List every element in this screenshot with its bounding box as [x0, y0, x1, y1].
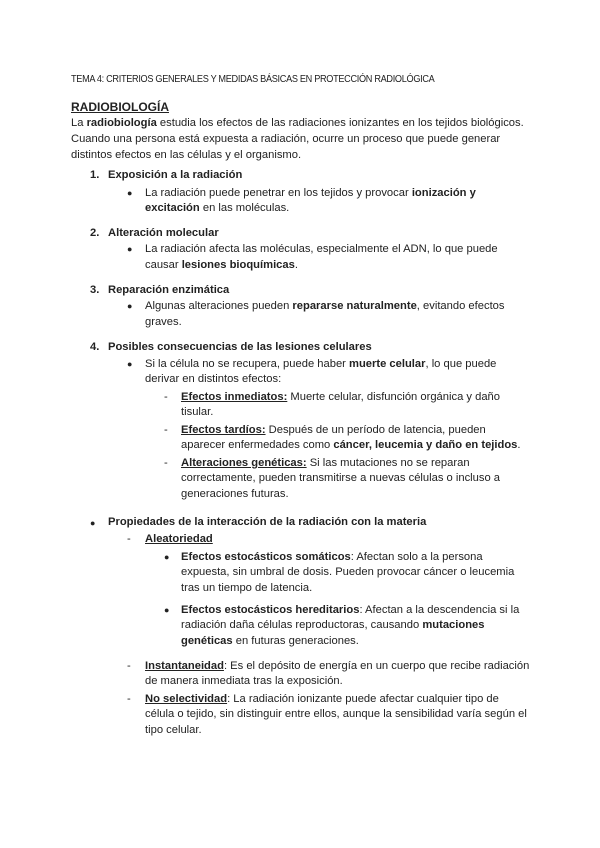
item-1-bullet-line-2: excitación en las moléculas. — [145, 202, 290, 214]
sub-late-line-2: aparecer enfermedades como cáncer, leucemia y daño en tejidos. — [181, 439, 521, 451]
somaticos-line-1: Efectos estocásticos somáticos: Afectan solo a la persona — [181, 551, 483, 563]
dash-marker: - — [127, 660, 131, 672]
sub-late-line-1: Efectos tardíos: Después de un período de latencia, pueden — [181, 424, 486, 436]
item-1-number: 1. — [90, 169, 100, 181]
bullet-dot: ● — [164, 605, 170, 615]
no-selectividad-line-3: tipo celular. — [145, 724, 202, 736]
item-4-bullet-line-2: derivar en distintos efectos: — [145, 373, 282, 385]
item-2-bullet-line-1: La radiación afecta las moléculas, especialmente el ADN, lo que puede — [145, 243, 498, 255]
sub-immediate-line-2: tisular. — [181, 406, 214, 418]
page-title: TEMA 4: CRITERIOS GENERALES Y MEDIDAS BÁSICAS EN PROTECCIÓN RADIOLÓGICA — [71, 74, 435, 85]
sub-genetic-line-3: generaciones futuras. — [181, 488, 289, 500]
sub-genetic-line-2: correctamente, pueden transmitirse a nuevas células o incluso a — [181, 472, 501, 484]
somaticos-line-2: expuesta, sin umbral de dosis. Pueden provocar cáncer o leucemia — [181, 566, 515, 578]
item-2-bullet-line-2: causar lesiones bioquímicas. — [145, 259, 298, 271]
item-3-bullet-line-1: Algunas alteraciones pueden repararse naturalmente, evitando efectos — [145, 300, 505, 312]
somaticos-line-3: tras un tiempo de latencia. — [181, 582, 313, 594]
intro-line-3: distintos efectos en las células y el organismo. — [71, 149, 302, 161]
hereditarios-line-2: radiación daña células reproductoras, causando mutaciones — [181, 619, 485, 631]
item-1-bullet-line-1: La radiación puede penetrar en los tejidos y provocar ionización y — [145, 187, 476, 199]
bullet-dot: ● — [90, 518, 96, 528]
item-2-heading: Alteración molecular — [108, 227, 219, 239]
bullet-dot: ● — [164, 552, 170, 562]
dash-marker: - — [164, 391, 168, 403]
item-4-heading: Posibles consecuencias de las lesiones celulares — [108, 341, 372, 353]
bullet-dot: ● — [127, 244, 133, 254]
sub-immediate-line-1: Efectos inmediatos: Muerte celular, disfunción orgánica y daño — [181, 391, 500, 403]
bullet-dot: ● — [127, 359, 133, 369]
item-2-number: 2. — [90, 227, 100, 239]
aleatoriedad-heading: Aleatoriedad — [145, 533, 213, 545]
section-heading: RADIOBIOLOGÍA — [71, 100, 169, 114]
item-3-number: 3. — [90, 284, 100, 296]
hereditarios-line-1: Efectos estocásticos hereditarios: Afectan a la descendencia si la — [181, 604, 520, 616]
instantaneidad-line-1: Instantaneidad: Es el depósito de energía en un cuerpo que recibe radiación — [145, 660, 530, 672]
dash-marker: - — [127, 533, 131, 545]
item-4-bullet-line-1: Si la célula no se recupera, puede haber muerte celular, lo que puede — [145, 358, 497, 370]
intro-line-2: Cuando una persona está expuesta a radiación, ocurre un proceso que puede generar — [71, 133, 501, 145]
dash-marker: - — [164, 424, 168, 436]
instantaneidad-line-2: de manera inmediata tras la exposición. — [145, 675, 343, 687]
item-3-heading: Reparación enzimática — [108, 284, 230, 296]
item-1-heading: Exposición a la radiación — [108, 169, 243, 181]
properties-heading: Propiedades de la interacción de la radiación con la materia — [108, 516, 427, 528]
sub-genetic-line-1: Alteraciones genéticas: Si las mutaciones no se reparan — [181, 457, 470, 469]
hereditarios-line-3: genéticas en futuras generaciones. — [181, 635, 359, 647]
no-selectividad-line-1: No selectividad: La radiación ionizante puede afectar cualquier tipo de — [145, 693, 499, 705]
item-4-number: 4. — [90, 341, 100, 353]
intro-line-1: La radiobiología estudia los efectos de las radiaciones ionizantes en los tejidos biológicos. — [71, 117, 524, 129]
item-3-bullet-line-2: graves. — [145, 316, 182, 328]
dash-marker: - — [164, 457, 168, 469]
dash-marker: - — [127, 693, 131, 705]
bullet-dot: ● — [127, 188, 133, 198]
bullet-dot: ● — [127, 301, 133, 311]
no-selectividad-line-2: célula o tejido, sin distinguir entre ellos, aunque la sensibilidad varía según el — [145, 708, 527, 720]
